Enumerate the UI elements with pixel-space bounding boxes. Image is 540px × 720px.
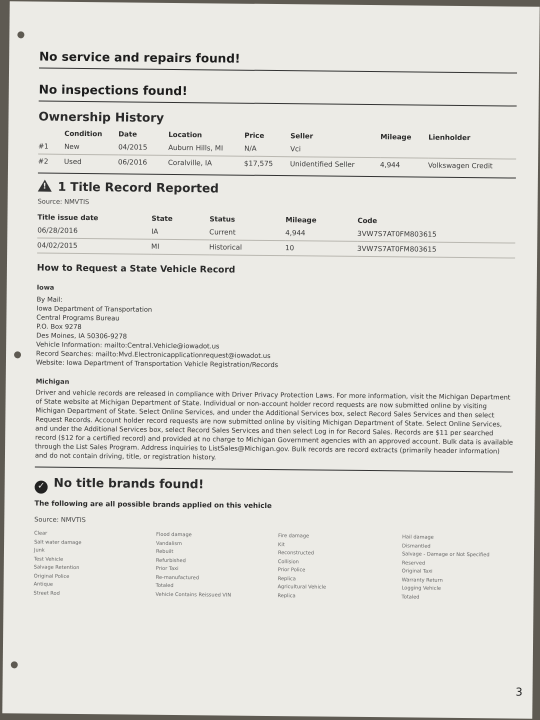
- brand-item: Salt water damage: [34, 539, 82, 546]
- cell: Vci: [290, 142, 380, 157]
- iowa-address: [36, 296, 515, 373]
- brand-item: Refurbished: [155, 557, 186, 564]
- ownership-section: [38, 110, 517, 179]
- brands-subtitle: The following are all possible brands applied on this vehicle: [34, 499, 272, 511]
- brand-item: Flood damage: [156, 531, 192, 539]
- col-header: Price: [244, 131, 265, 140]
- brand-item: Kit: [278, 541, 285, 548]
- brand-item: Test Vehicle: [33, 556, 64, 563]
- address-line: Record Searches: mailto:Mvd.Electronicapplicationrequest@iowadot.us: [36, 349, 271, 360]
- brands-column: [33, 530, 156, 599]
- check-icon: ✓: [35, 481, 48, 494]
- address-line: Website: Iowa Department of Transportation Vehicle Registration/Records: [35, 358, 279, 370]
- title-record-heading: [38, 180, 516, 199]
- cell: Historical: [209, 240, 285, 256]
- cell: Auburn Hills, MI: [168, 141, 244, 156]
- brand-item: Totaled: [155, 582, 174, 589]
- brand-item: Junk: [33, 547, 45, 554]
- col-header: Mileage: [380, 133, 412, 142]
- col-header: Location: [168, 130, 203, 140]
- cell: Coralville, IA: [168, 158, 212, 168]
- col-header: Date: [118, 130, 138, 139]
- cell: 06/2016: [118, 158, 148, 167]
- brand-item: Totaled: [401, 593, 420, 601]
- brands-grid: [33, 530, 512, 603]
- punch-hole: [11, 661, 18, 668]
- brand-item: Clear: [34, 530, 48, 537]
- cell: 4,944: [285, 226, 357, 241]
- col-header: Mileage: [285, 216, 317, 225]
- brands-column: [401, 533, 522, 602]
- address-line: Central Programs Bureau: [36, 313, 120, 323]
- col-header: Title issue date: [37, 213, 99, 223]
- brand-item: Salvage - Damage or Not Specified: [401, 551, 490, 559]
- brands-title: No title brands found!: [53, 475, 204, 492]
- iowa-title: Iowa: [36, 283, 55, 292]
- cell: $17,575: [244, 159, 274, 169]
- brand-item: Agricultural Vehicle: [277, 584, 327, 591]
- cell: 04/02/2015: [37, 238, 151, 254]
- col-header: [38, 128, 64, 140]
- cell: 3VW7S7AT0FM803615: [357, 241, 515, 258]
- inspections-section: [39, 75, 517, 107]
- service-section: [39, 20, 517, 74]
- michigan-text: Driver and vehicle records are released in compliance with Driver Privacy Protection Laws. For more information, visit the Michigan Department of State website at Michigan Department of State. Individual or non-account holder record requests are now submitted online by visiting Michigan Department of State. Select Online Services, and under the Additional Services box, select Record Sales Services and then select Request Records. Account holder record requests are now submitted online by visiting Michigan Department of State. Select Online Services, and under the Additional Services box, select Record Sales Services and then select Log in for Record Sales. Records are $11 per searched record ($12 for a certified record) and provided at no charge to Michigan Government agencies with an approved account. Bulk data is available through the List Sales Program. Address inquiries to ListSales@Michigan.gov. Bulk records are record extracts (primarily header information) and do not contain driving, title, or registration history.: [34, 388, 514, 462]
- cell: Unidentified Seller: [290, 160, 355, 169]
- cell: Used: [64, 157, 82, 167]
- cell: IA: [151, 225, 209, 240]
- punch-hole: [17, 31, 24, 38]
- inspections-heading: No inspections found!: [38, 82, 188, 99]
- page-number: 3: [515, 685, 523, 699]
- ownership-table: [38, 128, 516, 174]
- brand-item: Prior Taxi: [155, 565, 179, 573]
- brand-item: Replica: [277, 575, 296, 582]
- brand-item: Original Police: [33, 573, 70, 580]
- brand-item: Reconstructed: [277, 550, 315, 557]
- cell: Volkswagen Credit: [428, 161, 493, 171]
- cell: New: [64, 140, 118, 155]
- ownership-title: Ownership History: [38, 109, 165, 125]
- brand-item: Re-manufactured: [155, 574, 200, 581]
- brand-item: Warranty Return: [401, 576, 443, 584]
- brand-item: Rebuilt: [155, 548, 174, 555]
- col-header: Condition: [64, 129, 103, 139]
- brand-item: Street Rod: [33, 590, 60, 597]
- punch-hole: [14, 351, 21, 358]
- request-title: How to Request a State Vehicle Record: [36, 263, 236, 276]
- title-record-table: [37, 212, 515, 259]
- col-header: State: [151, 214, 173, 223]
- address-line: P.O. Box 9278: [36, 322, 82, 332]
- brand-item: Hail damage: [402, 534, 434, 541]
- title-record-title: 1 Title Record Reported: [57, 179, 219, 196]
- address-line: Vehicle Information: mailto:Central.Vehicle@iowadot.us: [36, 340, 220, 351]
- brand-item: Fire damage: [278, 533, 310, 540]
- brand-item: Collision: [277, 558, 299, 565]
- title-record-section: [37, 180, 516, 259]
- brand-item: Prior Police: [277, 567, 306, 574]
- cell: #1: [38, 140, 64, 155]
- brand-item: Logging Vehicle: [401, 585, 441, 592]
- address-line: Iowa Department of Transportation: [36, 304, 153, 314]
- cell: 04/2015: [118, 140, 168, 155]
- brands-column: [155, 531, 278, 600]
- brand-item: Vandalism: [156, 540, 182, 547]
- brand-item: Salvage Retention: [33, 564, 80, 572]
- brand-item: Vehicle Contains Reissued VIN: [155, 591, 232, 599]
- col-header: Code: [357, 216, 378, 226]
- cell: [428, 144, 516, 159]
- col-header: Lienholder: [428, 133, 471, 143]
- service-heading: No service and repairs found!: [39, 49, 241, 66]
- cell: 10: [285, 241, 357, 257]
- address-line: By Mail:: [36, 295, 63, 304]
- brand-item: Original Taxi: [401, 568, 433, 575]
- cell: 4,944: [380, 161, 401, 170]
- brands-section: [33, 476, 512, 603]
- col-header: Status: [209, 215, 236, 224]
- warning-icon: !: [38, 180, 52, 192]
- document-page: [2, 1, 539, 719]
- brand-item: Replica: [277, 592, 296, 599]
- request-section: [35, 264, 515, 473]
- cell: [380, 143, 428, 158]
- brand-item: Antique: [33, 581, 54, 588]
- michigan-title: Michigan: [35, 377, 70, 386]
- brands-column: [277, 532, 402, 601]
- cell: 06/28/2016: [37, 224, 151, 240]
- col-header: Seller: [290, 132, 314, 141]
- cell: #2: [38, 157, 49, 166]
- brands-source: Source: NMVTIS: [34, 515, 86, 525]
- cell: MI: [151, 239, 209, 255]
- title-record-source: Source: NMVTIS: [37, 197, 90, 207]
- brands-heading: [35, 476, 513, 499]
- cell: 3VW7S7AT0FM803615: [357, 227, 515, 243]
- address-line: Des Moines, IA 50306-9278: [36, 331, 128, 341]
- brand-item: Dismantled: [402, 542, 431, 550]
- brand-item: Reserved: [401, 559, 426, 567]
- cell: N/A: [244, 142, 290, 157]
- cell: Current: [209, 225, 285, 240]
